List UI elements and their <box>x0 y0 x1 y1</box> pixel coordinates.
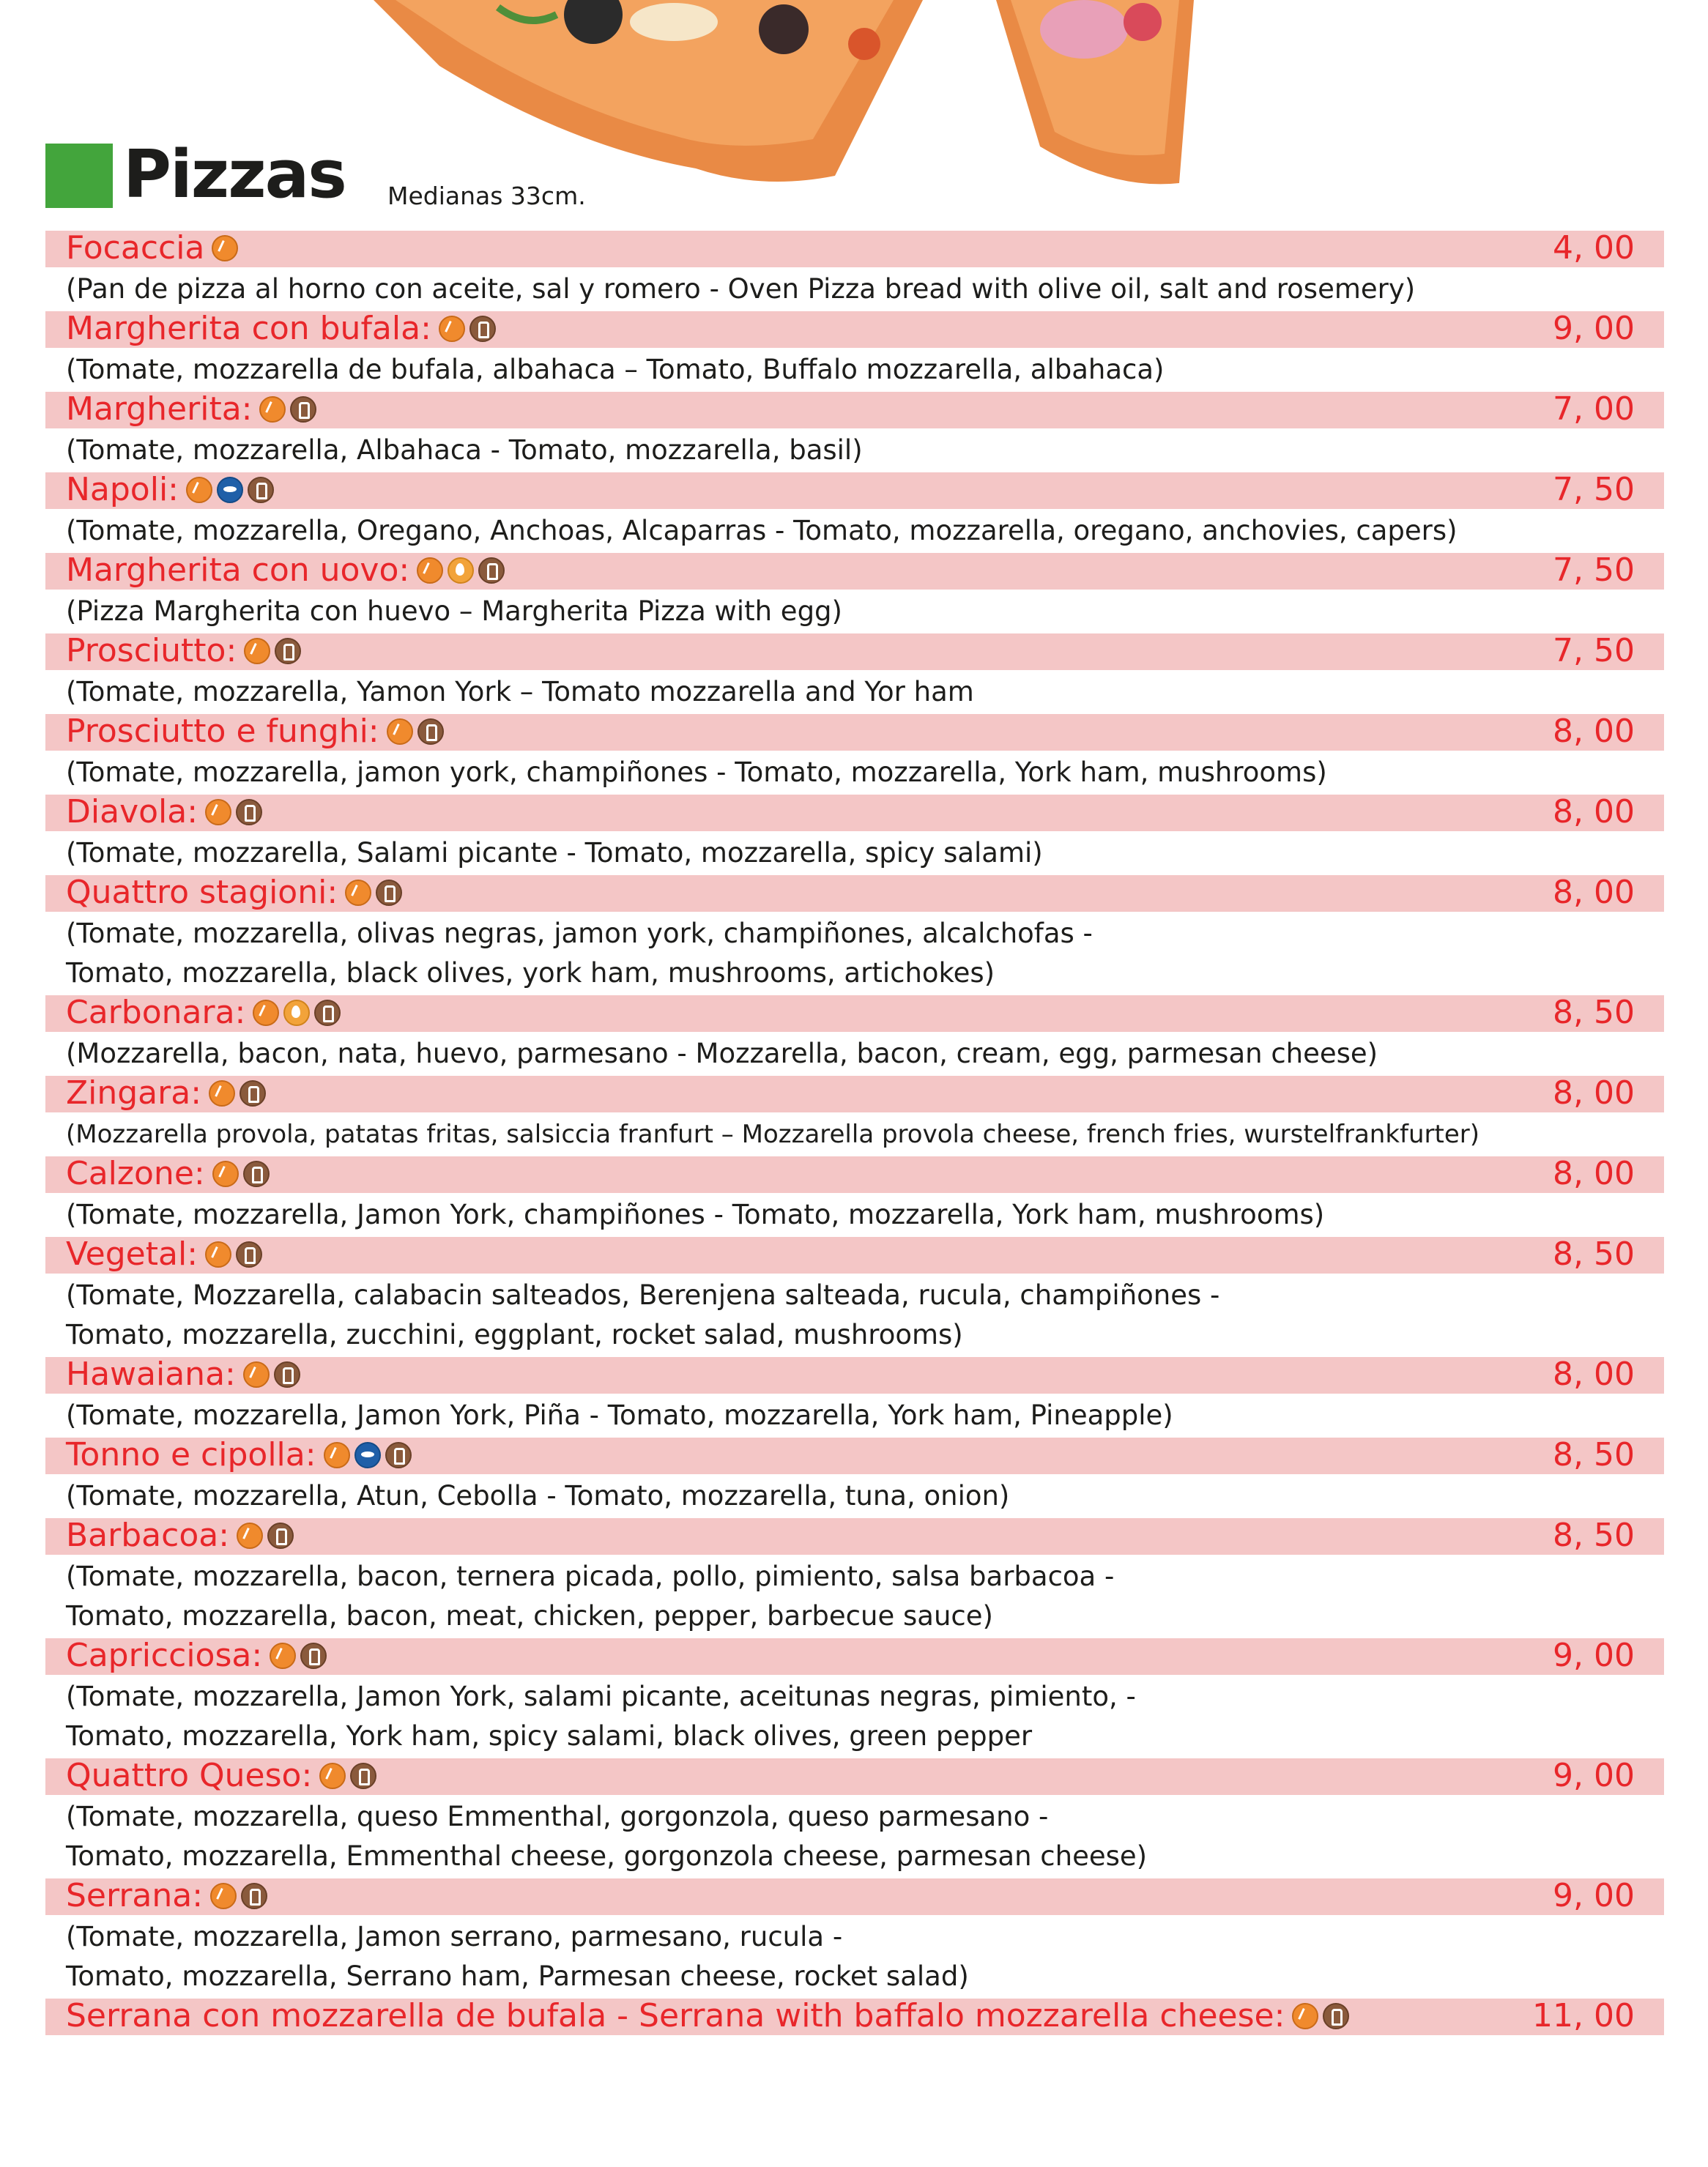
menu-item-description: (Tomate, mozzarella, Jamon York, champiñones - Tomato, mozzarella, York ham, mushrooms) <box>66 1199 1325 1230</box>
fish-icon <box>354 1442 381 1468</box>
menu-item-header-bar <box>45 1357 1664 1394</box>
menu-item-price: 7, 00 <box>1553 390 1635 428</box>
wheat-icon <box>186 477 212 503</box>
menu-item-description: (Tomate, mozzarella, Yamon York – Tomato mozzarella and Yor ham <box>66 676 974 707</box>
menu-item-name <box>66 1156 274 1194</box>
menu-item-header-bar <box>45 472 1664 509</box>
allergen-icons <box>417 554 509 590</box>
menu-item <box>45 1518 1664 1637</box>
milk-icon <box>417 718 444 745</box>
allergen-icons <box>243 1358 305 1394</box>
menu-item-name-text: Vegetal: <box>66 1235 198 1273</box>
milk-icon <box>469 316 496 342</box>
menu-item-description: (Tomate, mozzarella, Jamon York, salami picante, aceitunas negras, pimiento, - <box>66 1681 1136 1712</box>
menu-item-description: (Tomate, mozzarella, Salami picante - Tomato, mozzarella, spicy salami) <box>66 837 1043 869</box>
milk-icon <box>290 396 316 423</box>
wheat-icon <box>237 1523 263 1549</box>
allergen-icons <box>387 715 448 751</box>
allergen-icons <box>186 473 278 510</box>
wheat-icon <box>244 638 270 664</box>
menu-item-description: Tomato, mozzarella, Serrano ham, Parmesan cheese, rocket salad) <box>66 1960 969 1992</box>
menu-item-name <box>66 552 509 590</box>
menu-item <box>45 1237 1664 1356</box>
wheat-icon <box>345 880 371 906</box>
menu-item-description: Tomato, mozzarella, York ham, spicy salami, black olives, green pepper <box>66 1720 1033 1752</box>
wheat-icon <box>253 1000 279 1026</box>
menu-item-description: (Tomate, mozzarella, Oregano, Anchoas, Alcaparras - Tomato, mozzarella, oregano, anchovies, capers) <box>66 515 1458 546</box>
menu-item-name-text: Serrana: <box>66 1877 204 1914</box>
menu-item-name-text: Margherita con uovo: <box>66 551 410 589</box>
menu-item-name <box>66 1356 305 1394</box>
menu-item-name <box>66 1075 270 1113</box>
menu-item-price: 8, 00 <box>1553 793 1635 830</box>
menu-item-name-text: Calzone: <box>66 1155 205 1192</box>
menu-item-description: (Tomate, mozzarella, Atun, Cebolla - Tomato, mozzarella, tuna, onion) <box>66 1480 1010 1512</box>
menu-item-name-text: Hawaiana: <box>66 1356 236 1393</box>
wheat-icon <box>439 316 465 342</box>
menu-item-description: (Tomate, mozzarella de bufala, albahaca – Tomato, Buffalo mozzarella, albahaca) <box>66 354 1165 385</box>
milk-icon <box>350 1763 376 1789</box>
allergen-icons <box>259 393 321 429</box>
menu-item-header-bar <box>45 553 1664 590</box>
menu-item <box>45 875 1664 994</box>
allergen-icons <box>209 1077 270 1113</box>
menu-item-name-text: Carbonara: <box>66 994 246 1031</box>
milk-icon <box>314 1000 341 1026</box>
menu-item <box>45 1357 1664 1436</box>
menu-item <box>45 995 1664 1074</box>
milk-icon <box>236 799 262 825</box>
menu-item <box>45 633 1664 713</box>
menu-item-name <box>66 1878 272 1916</box>
menu-item-header-bar <box>45 392 1664 428</box>
menu-item-name <box>66 391 321 429</box>
menu-item-name-text: Capricciosa: <box>66 1637 263 1674</box>
wheat-icon <box>209 1080 235 1107</box>
menu-item-name-text: Prosciutto e funghi: <box>66 713 379 750</box>
milk-icon <box>385 1442 412 1468</box>
menu-item-description: (Tomate, mozzarella, olivas negras, jamon york, champiñones, alcalchofas - <box>66 918 1093 949</box>
menu-item-name <box>66 1236 267 1274</box>
menu-item-name-text: Serrana con mozzarella de bufala - Serrana with baffalo mozzarella cheese: <box>66 1997 1285 2034</box>
menu-item-price: 9, 00 <box>1553 1757 1635 1794</box>
milk-icon <box>478 557 505 584</box>
allergen-icons <box>244 634 305 671</box>
menu-item-price: 8, 50 <box>1553 1436 1635 1473</box>
menu-item-description: Tomato, mozzarella, Emmenthal cheese, gorgonzola cheese, parmesan cheese) <box>66 1840 1148 1872</box>
wheat-icon <box>259 396 286 423</box>
allergen-icons <box>1292 1999 1354 2036</box>
milk-icon <box>376 880 402 906</box>
menu-item-description: (Mozzarella, bacon, nata, huevo, parmesano - Mozzarella, bacon, cream, egg, parmesan cheese) <box>66 1038 1378 1069</box>
milk-icon <box>243 1161 270 1187</box>
menu-item <box>45 311 1664 390</box>
pizza-slice-illustration-right <box>952 0 1194 190</box>
menu-item-name <box>66 713 448 751</box>
menu-item <box>45 1076 1664 1155</box>
menu-item-name-text: Barbacoa: <box>66 1517 230 1554</box>
menu-item-header-bar <box>45 1758 1664 1795</box>
section-title: Pizzas <box>123 136 346 213</box>
wheat-icon <box>319 1763 346 1789</box>
menu-item <box>45 1638 1664 1757</box>
menu-item <box>45 1156 1664 1235</box>
menu-item-name-text: Zingara: <box>66 1074 202 1112</box>
allergen-icons <box>253 996 345 1033</box>
menu-item <box>45 1438 1664 1517</box>
egg-icon <box>283 1000 310 1026</box>
menu-item <box>45 392 1664 471</box>
milk-icon <box>1323 2003 1349 2029</box>
allergen-icons <box>237 1519 298 1555</box>
menu-item-description: Tomato, mozzarella, black olives, york ham, mushrooms, artichokes) <box>66 957 995 989</box>
menu-item-price: 8, 00 <box>1553 713 1635 750</box>
fish-icon <box>217 477 243 503</box>
menu-item-header-bar <box>45 1999 1664 2035</box>
wheat-icon <box>270 1643 296 1669</box>
menu-item-price: 4, 00 <box>1553 229 1635 267</box>
section-color-marker <box>45 144 113 208</box>
allergen-icons <box>439 312 500 349</box>
menu-item-header-bar <box>45 1076 1664 1112</box>
allergen-icons <box>210 1879 272 1916</box>
menu-item <box>45 1758 1664 1877</box>
menu-item-name <box>66 1758 381 1796</box>
wheat-icon <box>324 1442 350 1468</box>
section-subtitle: Medianas 33cm. <box>387 182 586 210</box>
milk-icon <box>274 1361 300 1388</box>
allergen-icons <box>319 1759 381 1796</box>
menu-item <box>45 795 1664 874</box>
menu-item-description: Tomato, mozzarella, bacon, meat, chicken, pepper, barbecue sauce) <box>66 1600 993 1632</box>
pizza-menu-list <box>45 231 1664 2040</box>
menu-item <box>45 1999 1664 2035</box>
allergen-icons <box>205 1238 267 1274</box>
menu-item-name-text: Margherita: <box>66 390 253 428</box>
allergen-icons <box>212 1157 274 1194</box>
menu-item-header-bar <box>45 633 1664 670</box>
menu-item <box>45 231 1664 310</box>
menu-item-price: 8, 00 <box>1553 1074 1635 1112</box>
menu-item-price: 7, 50 <box>1553 471 1635 508</box>
allergen-icons <box>270 1639 331 1676</box>
menu-item-header-bar <box>45 1878 1664 1915</box>
menu-item-price: 9, 00 <box>1553 310 1635 347</box>
menu-item-description: (Tomate, mozzarella, Albahaca - Tomato, mozzarella, basil) <box>66 434 863 466</box>
menu-item-price: 8, 00 <box>1553 874 1635 911</box>
wheat-icon <box>387 718 413 745</box>
milk-icon <box>300 1643 327 1669</box>
menu-item-name <box>66 995 345 1033</box>
menu-item-name <box>66 1998 1354 2036</box>
milk-icon <box>267 1523 294 1549</box>
menu-item-description: (Tomate, mozzarella, Jamon York, Piña - Tomato, mozzarella, York ham, Pineapple) <box>66 1400 1173 1431</box>
menu-item-header-bar <box>45 1518 1664 1555</box>
wheat-icon <box>205 799 231 825</box>
menu-item <box>45 714 1664 793</box>
menu-item-name <box>66 874 406 912</box>
menu-item-price: 8, 50 <box>1553 1517 1635 1554</box>
menu-item-description: (Pan de pizza al horno con aceite, sal y romero - Oven Pizza bread with olive oil, salt and rosemery) <box>66 273 1416 305</box>
wheat-icon <box>243 1361 270 1388</box>
menu-item-description: (Tomate, Mozzarella, calabacin salteados, Berenjena salteada, rucula, champiñones - <box>66 1279 1220 1311</box>
menu-item-description: Tomato, mozzarella, zucchini, eggplant, rocket salad, mushrooms) <box>66 1319 963 1350</box>
menu-item-price: 9, 00 <box>1553 1877 1635 1914</box>
menu-item-name-text: Diavola: <box>66 793 198 830</box>
menu-item-name-text: Tonno e cipolla: <box>66 1436 316 1473</box>
menu-item-name <box>66 794 267 832</box>
menu-item-description: (Tomate, mozzarella, queso Emmenthal, gorgonzola, queso parmesano - <box>66 1801 1049 1832</box>
menu-item-header-bar <box>45 1438 1664 1474</box>
menu-item-name <box>66 1638 331 1676</box>
menu-item-name <box>66 1437 416 1475</box>
menu-item-price: 8, 00 <box>1553 1155 1635 1192</box>
menu-item-price: 7, 50 <box>1553 551 1635 589</box>
menu-item-price: 8, 50 <box>1553 994 1635 1031</box>
allergen-icons <box>324 1438 416 1475</box>
wheat-icon <box>417 557 443 584</box>
milk-icon <box>275 638 301 664</box>
menu-item-price: 8, 00 <box>1553 1356 1635 1393</box>
menu-item-name-text: Quattro stagioni: <box>66 874 338 911</box>
menu-item-header-bar <box>45 714 1664 751</box>
menu-item-header-bar <box>45 875 1664 912</box>
wheat-icon <box>212 1161 239 1187</box>
menu-item-price: 9, 00 <box>1553 1637 1635 1674</box>
menu-item-description: (Mozzarella provola, patatas fritas, salsiccia franfurt – Mozzarella provola cheese, french fries, wurstelfrankfurter) <box>66 1120 1480 1149</box>
menu-item-header-bar <box>45 311 1664 348</box>
milk-icon <box>236 1241 262 1268</box>
milk-icon <box>248 477 274 503</box>
allergen-icons <box>345 876 406 912</box>
menu-item-name-text: Focaccia <box>66 229 205 267</box>
wheat-icon <box>1292 2003 1318 2029</box>
menu-item <box>45 1878 1664 1997</box>
menu-item-header-bar <box>45 795 1664 831</box>
wheat-icon <box>212 235 238 261</box>
wheat-icon <box>205 1241 231 1268</box>
menu-item-name <box>66 633 305 671</box>
menu-item-header-bar <box>45 995 1664 1032</box>
menu-item-name-text: Napoli: <box>66 471 179 508</box>
menu-item-name-text: Quattro Queso: <box>66 1757 313 1794</box>
menu-item-name-text: Prosciutto: <box>66 632 237 669</box>
wheat-icon <box>210 1883 237 1909</box>
menu-item-description: (Tomate, mozzarella, bacon, ternera picada, pollo, pimiento, salsa barbacoa - <box>66 1561 1115 1592</box>
pizza-slice-illustration <box>352 0 952 190</box>
menu-item-name <box>66 472 278 510</box>
menu-item-price: 7, 50 <box>1553 632 1635 669</box>
menu-item-name-text: Margherita con bufala: <box>66 310 431 347</box>
allergen-icons <box>205 795 267 832</box>
menu-item-name <box>66 1517 298 1555</box>
menu-item-header-bar <box>45 231 1664 267</box>
menu-item-description: (Tomate, mozzarella, jamon york, champiñones - Tomato, mozzarella, York ham, mushrooms) <box>66 757 1327 788</box>
menu-item-price: 8, 50 <box>1553 1235 1635 1273</box>
menu-item-description: (Pizza Margherita con huevo – Margherita Pizza with egg) <box>66 595 842 627</box>
milk-icon <box>240 1080 266 1107</box>
menu-item-description: (Tomate, mozzarella, Jamon serrano, parmesano, rucula - <box>66 1921 843 1952</box>
menu-item <box>45 553 1664 632</box>
menu-item-header-bar <box>45 1237 1664 1274</box>
menu-item <box>45 472 1664 551</box>
egg-icon <box>448 557 474 584</box>
menu-item-name <box>66 311 500 349</box>
menu-item-name <box>66 230 242 268</box>
menu-item-header-bar <box>45 1638 1664 1675</box>
menu-item-price: 11, 00 <box>1532 1997 1635 2034</box>
allergen-icons <box>212 231 242 268</box>
milk-icon <box>241 1883 267 1909</box>
menu-item-header-bar <box>45 1156 1664 1193</box>
